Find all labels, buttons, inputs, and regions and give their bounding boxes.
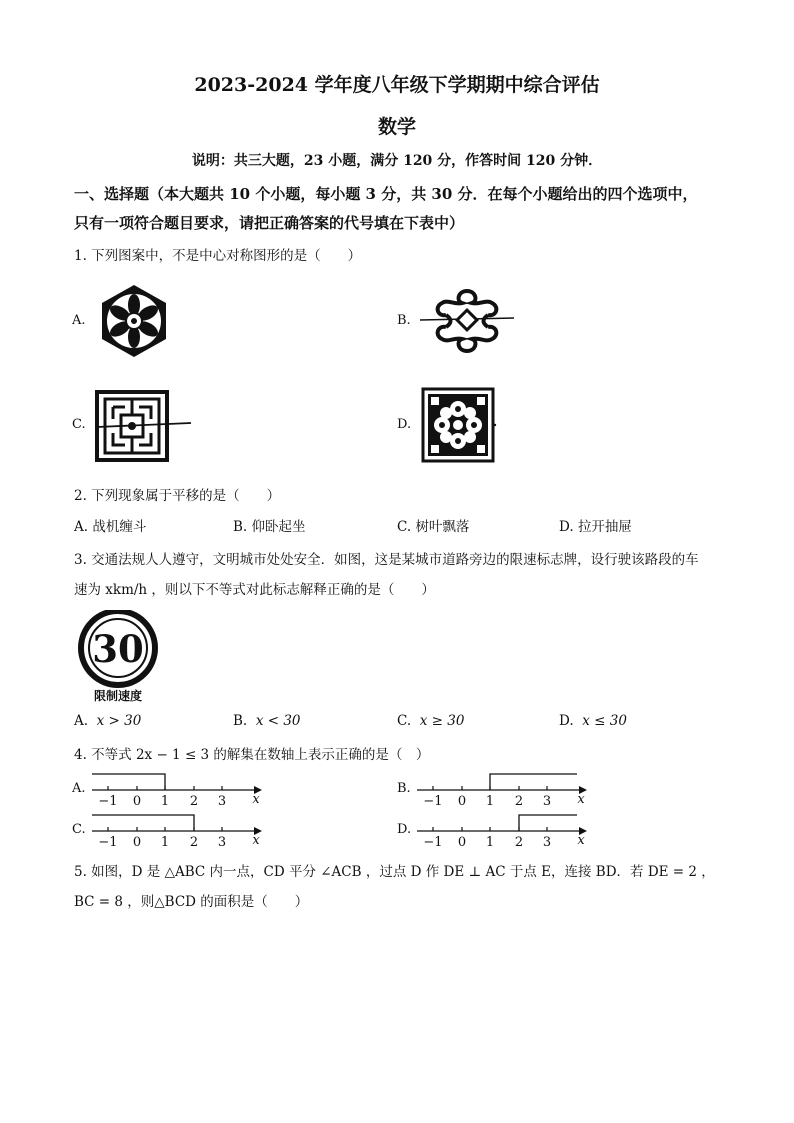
svg-text:1: 1 [160, 835, 170, 850]
exam-title: 2023-2024 学年度八年级下学期期中综合评估 [194, 74, 600, 96]
question-3-line2: 速为 xkm/h ，则以下不等式对此标志解释正确的是（ ） [74, 582, 435, 598]
question-3-line1: 3. 交通法规人人遵守，文明城市处处安全．如图，这是某城市道路旁边的限速标志牌，设行驶该路段的车 [74, 552, 699, 568]
q1-figure-d-floral-tile [421, 387, 497, 463]
question-5-line1: 5. 如图，D 是 △ABC 内一点，CD 平分 ∠ACB ，过点 D 作 DE ⊥ AC 于点 E，连接 BD．若 DE = 2 ， [74, 864, 715, 880]
q2-option-d: D. 拉开抽屉 [559, 519, 632, 535]
svg-text:3: 3 [542, 835, 552, 850]
svg-text:x: x [577, 833, 585, 848]
svg-text:−1: −1 [98, 794, 118, 809]
q4-number-line-c [90, 811, 270, 851]
svg-text:0: 0 [132, 794, 142, 809]
q3-option-c: C. x ≥ 30 [397, 713, 465, 729]
q4-number-line-d [415, 811, 595, 851]
q2-option-a: A. 战机缠斗 [74, 519, 147, 535]
question-5-line2: BC = 8 ，则△BCD 的面积是（ ） [74, 894, 309, 910]
svg-text:0: 0 [132, 835, 142, 850]
q4-option-c-label: C. [72, 822, 86, 837]
svg-text:3: 3 [217, 835, 227, 850]
q1-option-c-label: C. [72, 417, 86, 432]
speed-limit-sign [76, 610, 162, 704]
q3-option-d: D. x ≤ 30 [559, 713, 627, 729]
svg-text:0: 0 [457, 835, 467, 850]
svg-text:2: 2 [514, 835, 524, 850]
question-1-stem: 1. 下列图案中，不是中心对称图形的是（ ） [74, 248, 362, 264]
svg-text:−1: −1 [423, 835, 443, 850]
question-2-stem: 2. 下列现象属于平移的是（ ） [74, 488, 281, 504]
svg-text:1: 1 [485, 835, 495, 850]
svg-text:x: x [252, 792, 260, 807]
q4-number-line-b [415, 770, 595, 810]
exam-note: 说明：共三大题，23 小题，满分 120 分，作答时间 120 分钟． [191, 153, 603, 169]
q3-option-b: B. x < 30 [233, 713, 301, 729]
svg-text:2: 2 [189, 794, 199, 809]
svg-text:1: 1 [160, 794, 170, 809]
svg-text:2: 2 [189, 835, 199, 850]
speed-limit-caption: 限制速度 [93, 689, 143, 703]
svg-text:3: 3 [542, 794, 552, 809]
q1-figure-c-maze-pattern [95, 389, 195, 463]
question-4-stem: 4. 不等式 2x − 1 ≤ 3 的解集在数轴上表示正确的是（ ） [74, 747, 430, 763]
section-heading-line2: 只有一项符合题目要求，请把正确答案的代号填在下表中） [74, 214, 465, 232]
svg-text:x: x [577, 792, 585, 807]
speed-limit-number: 30 [92, 627, 144, 671]
q1-figure-a-hexagon-flower [98, 283, 170, 359]
q1-figure-b-cloud-knot [418, 285, 516, 357]
svg-text:−1: −1 [423, 794, 443, 809]
svg-text:3: 3 [217, 794, 227, 809]
q4-number-line-a [90, 770, 270, 810]
svg-text:x: x [252, 833, 260, 848]
q1-option-b-label: B. [397, 313, 411, 328]
q2-option-c: C. 树叶飘落 [397, 519, 470, 535]
svg-text:−1: −1 [98, 835, 118, 850]
q1-option-d-label: D. [397, 417, 412, 432]
q4-option-d-label: D. [397, 822, 412, 837]
svg-text:0: 0 [457, 794, 467, 809]
subject-title: 数学 [377, 116, 416, 138]
q4-option-a-label: A. [72, 781, 86, 796]
q3-option-a: A. x > 30 [74, 713, 142, 729]
q4-option-b-label: B. [397, 781, 411, 796]
svg-text:1: 1 [485, 794, 495, 809]
section-heading-line1: 一、选择题（本大题共 10 个小题，每小题 3 分，共 30 分．在每个小题给出的四个选项中， [74, 185, 698, 203]
q1-option-a-label: A. [72, 313, 86, 328]
svg-text:2: 2 [514, 794, 524, 809]
q2-option-b: B. 仰卧起坐 [233, 519, 306, 535]
